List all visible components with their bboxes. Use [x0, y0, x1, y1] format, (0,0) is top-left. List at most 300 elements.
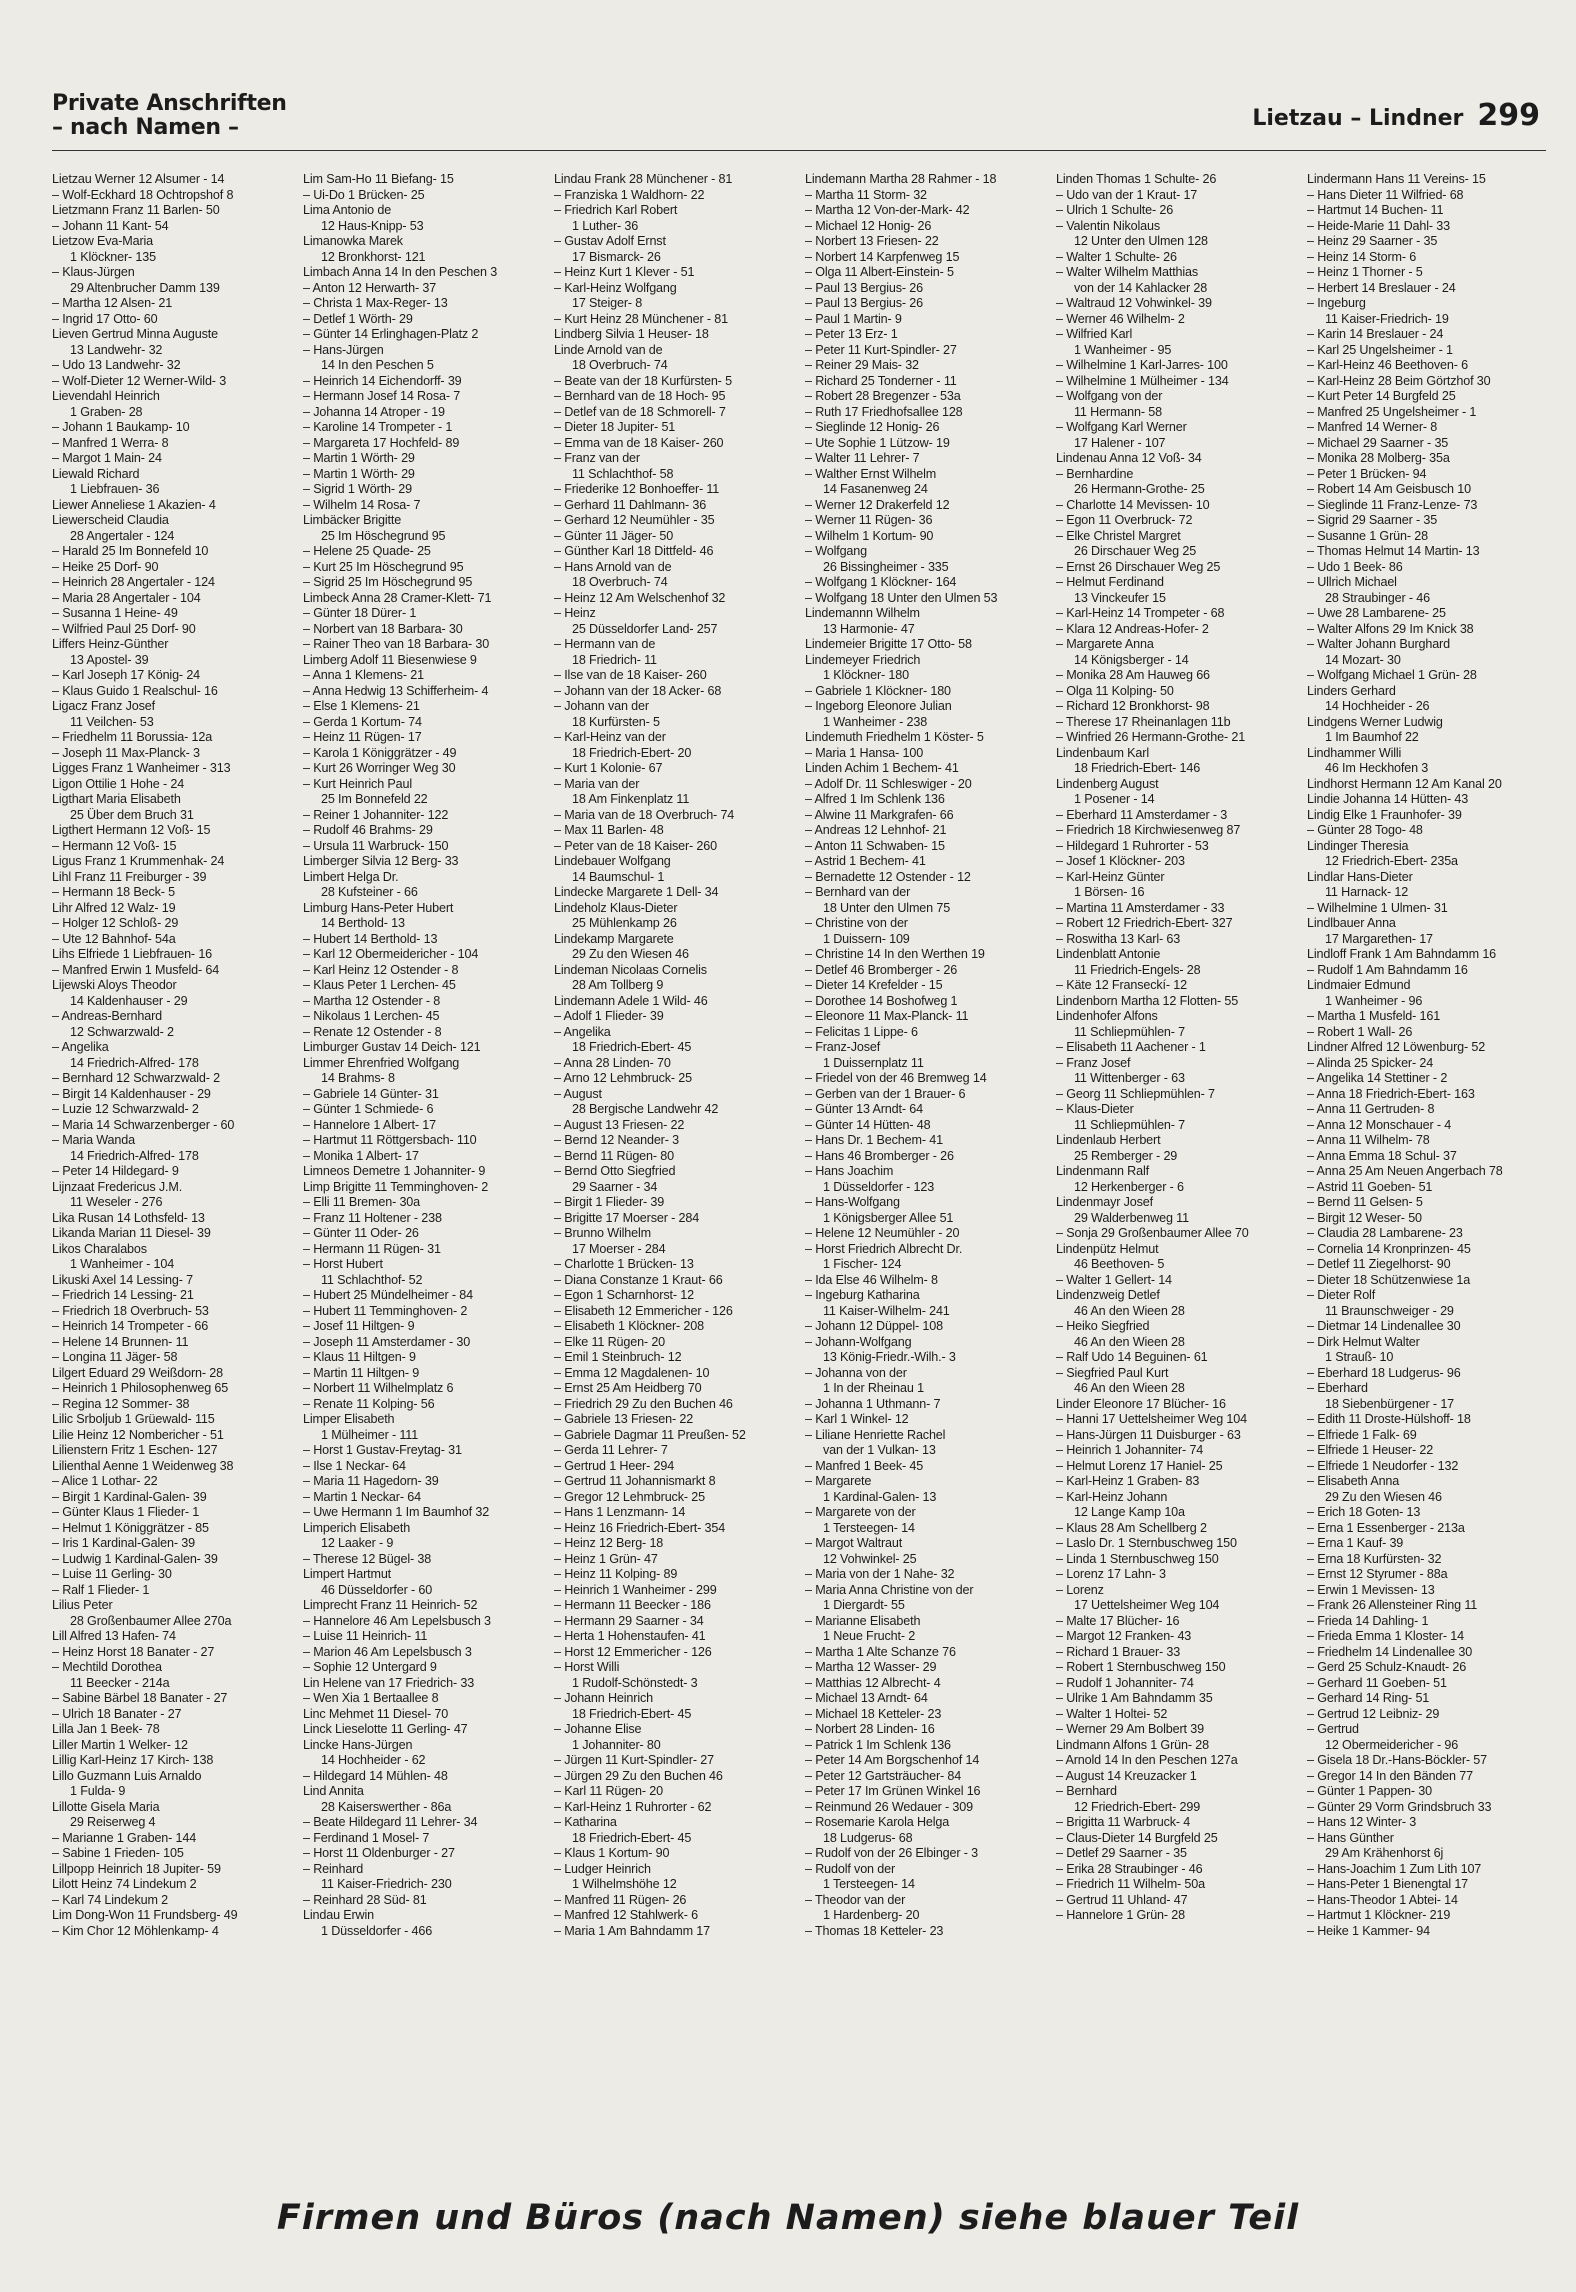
directory-entry: 18 Overbruch- 74 — [572, 358, 668, 372]
directory-entry: – Gerda 1 Kortum- 74 — [303, 714, 422, 729]
directory-entry: – Heinz 12 Am Welschenhof 32 — [554, 590, 726, 605]
directory-entry: 18 Friedrich-Ebert- 20 — [572, 745, 692, 760]
directory-entry: – Helmut Lorenz 17 Haniel- 25 — [1056, 1458, 1223, 1473]
directory-entry: – Werner 46 Wilhelm- 2 — [1056, 311, 1185, 326]
directory-entry: – Wolfgang — [805, 544, 867, 558]
directory-entry: – Friedel von der 46 Bremweg 14 — [805, 1071, 987, 1085]
directory-entry: – Christine von der — [805, 916, 908, 930]
directory-entry: 25 Mühlenkamp 26 — [572, 916, 677, 930]
directory-entry: – Klaus Guido 1 Realschul- 16 — [52, 683, 218, 698]
directory-entry: – Alice 1 Lothar- 22 — [52, 1474, 158, 1488]
directory-entry: – Günter 1 Pappen- 30 — [1307, 1784, 1432, 1798]
directory-entry: – Sigrid 25 Im Höschegrund 95 — [303, 575, 473, 589]
directory-entry: – Günter Klaus 1 Flieder- 1 — [52, 1505, 200, 1519]
directory-entry: – Ida Else 46 Wilhelm- 8 — [805, 1272, 938, 1287]
directory-entry: 1 Mülheimer - 111 — [321, 1427, 419, 1442]
directory-entry: – Günter 18 Dürer- 1 — [303, 606, 417, 620]
directory-entry: 1 Luther- 36 — [572, 218, 639, 233]
directory-entry: – Theodor van der — [805, 1892, 906, 1907]
directory-entry: – Günter 11 Oder- 26 — [303, 1226, 419, 1240]
directory-entry: – Ulrich 18 Banater - 27 — [52, 1706, 182, 1721]
directory-entry: – Margot 12 Franken- 43 — [1056, 1629, 1192, 1643]
directory-entry: – Wolfgang 1 Klöckner- 164 — [805, 575, 957, 589]
directory-entry: – Detlef 29 Saarner - 35 — [1056, 1846, 1187, 1860]
directory-entry: – Therese 12 Bügel- 38 — [303, 1551, 432, 1566]
directory-entry: – Maria 14 Schwarzenberger - 60 — [52, 1117, 235, 1132]
directory-entry: – Bernadette 12 Ostender - 12 — [805, 869, 971, 884]
directory-entry: 14 Fasanenweg 24 — [823, 482, 928, 496]
directory-entry: 29 Altenbrucher Damm 139 — [70, 280, 220, 295]
directory-entry: – Hans 1 Lenzmann- 14 — [554, 1505, 686, 1519]
directory-entry: 11 Weseler - 276 — [70, 1195, 163, 1209]
directory-entry: 13 Apostel- 39 — [70, 652, 149, 667]
directory-entry: – August — [554, 1086, 602, 1101]
directory-entry: – Cornelia 14 Kronprinzen- 45 — [1307, 1241, 1471, 1256]
directory-entry: – Heinz — [554, 606, 596, 620]
directory-entry: – Maria von der 1 Nahe- 32 — [805, 1567, 955, 1581]
directory-entry: – Hans-Jürgen — [303, 342, 384, 357]
directory-entry: Lindenblatt Antonie — [1056, 947, 1161, 961]
directory-entry: Lim Sam-Ho 11 Biefang- 15 — [303, 172, 454, 186]
directory-entry: – Rudolf 46 Brahms- 29 — [303, 823, 433, 837]
directory-entry: Limberger Silvia 12 Berg- 33 — [303, 854, 459, 868]
directory-entry: Lika Rusan 14 Lothsfeld- 13 — [52, 1210, 205, 1225]
directory-entry: – Walter Wilhelm Matthias — [1056, 265, 1199, 279]
directory-entry: – Ute 12 Bahnhof- 54a — [52, 931, 176, 946]
directory-entry: – Margot 1 Main- 24 — [52, 451, 162, 465]
directory-entry: – Bernhard van der — [805, 885, 911, 899]
directory-entry: – Heinz 16 Friedrich-Ebert- 354 — [554, 1520, 726, 1535]
directory-entry: – Richard 1 Brauer- 33 — [1056, 1644, 1181, 1659]
directory-entry: – Susanna 1 Heine- 49 — [52, 606, 178, 620]
directory-entry: – Gertrud 11 Johannismarkt 8 — [554, 1474, 716, 1488]
directory-entry: – Joseph 11 Amsterdamer - 30 — [303, 1334, 471, 1349]
directory-entry: 11 Kaiser-Friedrich- 19 — [1325, 311, 1449, 326]
directory-entry: Lietzau Werner 12 Alsumer - 14 — [52, 172, 225, 186]
directory-entry: Lindig Elke 1 Fraunhofer- 39 — [1307, 807, 1462, 822]
directory-entry: Lindloff Frank 1 Am Bahndamm 16 — [1307, 947, 1497, 961]
directory-entry: – Frieda Emma 1 Kloster- 14 — [1307, 1629, 1464, 1643]
directory-column-5 — [1056, 172, 1301, 2112]
directory-entry: – Wen Xia 1 Bertaallee 8 — [303, 1691, 439, 1705]
directory-entry: – Wolf-Dieter 12 Werner-Wild- 3 — [52, 373, 227, 388]
directory-entry: – Maria 28 Angertaler - 104 — [52, 590, 201, 605]
section-title — [52, 92, 287, 140]
directory-entry: – Anna Emma 18 Schul- 37 — [1307, 1148, 1457, 1163]
directory-column-2 — [303, 172, 548, 2112]
directory-entry: 1 Fischer- 124 — [823, 1257, 902, 1271]
directory-entry: 1 Königsberger Allee 51 — [823, 1210, 954, 1225]
directory-entry: – Ludger Heinrich — [554, 1861, 651, 1876]
directory-entry: – Horst Hubert — [303, 1257, 383, 1271]
directory-entry: 1 Wilhelmshöhe 12 — [572, 1877, 677, 1891]
directory-entry: Limbert Helga Dr. — [303, 869, 399, 884]
directory-entry: Ligthert Hermann 12 Voß- 15 — [52, 823, 211, 837]
directory-entry: Liller Martin 1 Welker- 12 — [52, 1737, 188, 1752]
directory-entry: – Detlef 11 Ziegelhorst- 90 — [1307, 1257, 1451, 1271]
directory-entry: – Ute Sophie 1 Lützow- 19 — [805, 435, 950, 450]
directory-entry: – Peter 13 Erz- 1 — [805, 327, 898, 341]
directory-entry: – Heinz Kurt 1 Klever - 51 — [554, 265, 695, 279]
directory-entry: – Laslo Dr. 1 Sternbuschweg 150 — [1056, 1536, 1237, 1550]
directory-entry: – Luzie 12 Schwarzwald- 2 — [52, 1102, 199, 1116]
directory-entry: Lilius Peter — [52, 1598, 113, 1612]
directory-entry: – Sieglinde 12 Honig- 26 — [805, 420, 940, 434]
directory-entry: – Karl Heinz 12 Ostender - 8 — [303, 962, 459, 977]
directory-entry: – Walther Ernst Wilhelm — [805, 466, 937, 481]
directory-entry: – Uwe Hermann 1 Im Baumhof 32 — [303, 1505, 490, 1519]
directory-entry: 11 Kaiser-Wilhelm- 241 — [823, 1303, 950, 1318]
directory-entry: – Birgit 14 Kaldenhauser - 29 — [52, 1086, 211, 1101]
directory-entry: – Peter 12 Gartsträucher- 84 — [805, 1768, 962, 1783]
directory-entry: – Ilse van de 18 Kaiser- 260 — [554, 668, 707, 682]
directory-entry: Limprecht Franz 11 Heinrich- 52 — [303, 1598, 478, 1612]
directory-entry: – Walter Johann Burghard — [1307, 637, 1450, 651]
directory-entry: – Luise 11 Gerling- 30 — [52, 1567, 172, 1581]
directory-entry: – Rudolf von der — [805, 1861, 896, 1876]
directory-entry: Lindekamp Margarete — [554, 931, 674, 946]
directory-entry: – Adolf 1 Flieder- 39 — [554, 1009, 664, 1023]
directory-entry: – Wilfried Paul 25 Dorf- 90 — [52, 621, 196, 636]
directory-entry: – Ulrike 1 Am Bahndamm 35 — [1056, 1691, 1213, 1705]
directory-entry: – Wilhelm 1 Kortum- 90 — [805, 528, 934, 543]
directory-entry: Lindemannn Wilhelm — [805, 606, 920, 620]
directory-entry: – Dieter 14 Krefelder - 15 — [805, 978, 943, 992]
directory-entry: – Matthias 12 Albrecht- 4 — [805, 1675, 941, 1690]
directory-entry: – Valentin Nikolaus — [1056, 218, 1161, 233]
directory-entry: – Walter 1 Gellert- 14 — [1056, 1272, 1172, 1287]
directory-entry: – Elfriede 1 Falk- 69 — [1307, 1427, 1417, 1442]
directory-entry: Lievendahl Heinrich — [52, 389, 160, 403]
directory-entry: Lindenmann Ralf — [1056, 1164, 1149, 1178]
directory-entry: – Hartmut 1 Klöckner- 219 — [1307, 1908, 1451, 1922]
directory-entry: – Hubert 14 Berthold- 13 — [303, 931, 438, 946]
directory-entry: – Heike 25 Dorf- 90 — [52, 559, 159, 574]
directory-entry: – Thomas 18 Ketteler- 23 — [805, 1923, 944, 1938]
directory-entry: – Manfred 25 Ungelsheimer - 1 — [1307, 404, 1477, 419]
directory-entry: – Elke 11 Rügen- 20 — [554, 1334, 666, 1349]
directory-entry: – Mechtild Dorothea — [52, 1660, 162, 1674]
directory-entry: – Dieter 18 Schützenwiese 1a — [1307, 1272, 1471, 1287]
directory-entry: 1 Liebfrauen- 36 — [70, 482, 160, 496]
directory-entry: Lihl Franz 11 Freiburger - 39 — [52, 869, 207, 884]
directory-entry: – Hermann 11 Beecker - 186 — [554, 1598, 711, 1612]
directory-entry: – Franz 11 Holtener - 238 — [303, 1210, 442, 1225]
directory-entry: 18 Friedrich- 11 — [572, 652, 657, 667]
directory-entry: – Martha 12 Alsen- 21 — [52, 296, 173, 310]
directory-entry: – Detlef van de 18 Schmorell- 7 — [554, 404, 726, 419]
directory-entry: – Johann 11 Kant- 54 — [52, 218, 169, 233]
directory-entry: – Maria Wanda — [52, 1133, 135, 1147]
directory-entry: – Diana Constanze 1 Kraut- 66 — [554, 1272, 723, 1287]
directory-entry: – Karl 12 Obermeidericher - 104 — [303, 947, 479, 961]
directory-entry: – Johanna 14 Atroper - 19 — [303, 404, 445, 419]
directory-entry: 28 Am Tollberg 9 — [572, 978, 664, 992]
directory-entry: – Martin 1 Wörth- 29 — [303, 466, 415, 481]
directory-entry: – Gerhard 11 Goeben- 51 — [1307, 1675, 1447, 1690]
directory-entry: 12 Friedrich-Ebert- 299 — [1074, 1799, 1201, 1814]
directory-entry: – Bernd 11 Gelsen- 5 — [1307, 1195, 1423, 1209]
directory-entry: – Gabriele 1 Klöckner- 180 — [805, 683, 951, 698]
directory-entry: – Hannelore 1 Albert- 17 — [303, 1117, 436, 1132]
directory-entry: – Marianne Elisabeth — [805, 1613, 921, 1628]
directory-entry: – Helene 14 Brunnen- 11 — [52, 1334, 189, 1349]
directory-entry: – Malte 17 Blücher- 16 — [1056, 1613, 1180, 1628]
directory-column-4 — [805, 172, 1050, 2112]
directory-entry: – Hartmut 11 Röttgersbach- 110 — [303, 1133, 477, 1147]
directory-entry: – Hans-Jürgen 11 Duisburger - 63 — [1056, 1427, 1241, 1442]
directory-entry: – Renate 12 Ostender - 8 — [303, 1024, 442, 1039]
directory-entry: Limberg Adolf 11 Biesenwiese 9 — [303, 652, 477, 667]
directory-entry: 11 Wittenberger - 63 — [1074, 1071, 1185, 1085]
directory-entry: – Karl-Heinz 14 Trompeter - 68 — [1056, 606, 1225, 620]
directory-entry: Lietzow Eva-Maria — [52, 234, 154, 248]
directory-entry: – Friedrich 29 Zu den Buchen 46 — [554, 1396, 733, 1411]
directory-entry: – Gertrud 1 Heer- 294 — [554, 1458, 675, 1473]
directory-entry: – Karl-Heinz 28 Beim Görtzhof 30 — [1307, 373, 1491, 388]
directory-entry: Lindenberg August — [1056, 776, 1159, 791]
directory-entry: – Regina 12 Sommer- 38 — [52, 1396, 190, 1411]
directory-entry: Linden Thomas 1 Schulte- 26 — [1056, 172, 1217, 186]
directory-entry: – Erna 1 Kauf- 39 — [1307, 1536, 1404, 1550]
directory-entry: 18 Friedrich-Ebert- 45 — [572, 1830, 692, 1845]
directory-entry: – Heinz 14 Storm- 6 — [1307, 249, 1417, 264]
directory-entry: 18 Siebenbürgener - 17 — [1325, 1396, 1455, 1411]
directory-entry: 11 Friedrich-Engels- 28 — [1074, 962, 1201, 977]
directory-entry: – Sigrid 29 Saarner - 35 — [1307, 513, 1438, 527]
directory-entry: 29 Walderbenweg 11 — [1074, 1210, 1189, 1225]
directory-entry: – Reinhard 28 Süd- 81 — [303, 1892, 427, 1907]
directory-entry: – Ferdinand 1 Mosel- 7 — [303, 1830, 430, 1845]
directory-entry: – Maria 11 Hagedorn- 39 — [303, 1474, 439, 1488]
directory-entry: 1 Posener - 14 — [1074, 792, 1155, 806]
directory-entry: – Johann Heinrich — [554, 1691, 653, 1705]
directory-entry: – Norbert 13 Friesen- 22 — [805, 234, 939, 248]
directory-entry: 28 Straubinger - 46 — [1325, 590, 1430, 605]
directory-entry: – Klaus Peter 1 Lerchen- 45 — [303, 978, 456, 992]
directory-entry: van der 1 Vulkan- 13 — [823, 1443, 936, 1457]
directory-entry: – Martha 12 Ostender - 8 — [303, 993, 441, 1008]
directory-entry: Liewerscheid Claudia — [52, 513, 169, 527]
directory-entry: – Johann van der 18 Acker- 68 — [554, 683, 722, 698]
directory-entry: – Wilhelmine 1 Ulmen- 31 — [1307, 900, 1448, 915]
directory-entry: 1 Diergardt- 55 — [823, 1598, 905, 1612]
directory-entry: 18 Kurfürsten- 5 — [572, 714, 660, 729]
directory-entry: – Heinz 1 Grün- 47 — [554, 1551, 658, 1566]
directory-entry: – Hannelore 1 Grün- 28 — [1056, 1908, 1186, 1922]
directory-entry: – Olga 11 Kolping- 50 — [1056, 683, 1174, 698]
directory-entry: – Emma van de 18 Kaiser- 260 — [554, 435, 724, 450]
directory-entry: – Sigrid 1 Wörth- 29 — [303, 482, 412, 496]
directory-entry: 1 Hardenberg- 20 — [823, 1908, 920, 1922]
directory-entry: 13 Landwehr- 32 — [70, 342, 163, 357]
directory-entry: – Johanna 1 Uthmann- 7 — [805, 1396, 941, 1411]
directory-entry: Lindenlaub Herbert — [1056, 1133, 1161, 1147]
directory-entry: Ligges Franz 1 Wanheimer - 313 — [52, 761, 231, 775]
directory-entry: – August 13 Friesen- 22 — [554, 1117, 685, 1132]
directory-entry: – Detlef 1 Wörth- 29 — [303, 311, 413, 326]
directory-entry: Linder Eleonore 17 Blücher- 16 — [1056, 1396, 1226, 1411]
directory-entry: – Richard 12 Bronkhorst- 98 — [1056, 699, 1210, 713]
directory-entry: – Karl-Heinz 46 Beethoven- 6 — [1307, 358, 1469, 372]
directory-entry: – Gisela 18 Dr.-Hans-Böckler- 57 — [1307, 1753, 1487, 1767]
directory-entry: – Heinrich 1 Philosophenweg 65 — [52, 1381, 229, 1395]
directory-entry: – Sabine Bärbel 18 Banater - 27 — [52, 1691, 228, 1705]
directory-entry: – Astrid 11 Goeben- 51 — [1307, 1179, 1433, 1194]
directory-entry: 11 Schlachthof- 52 — [321, 1272, 423, 1287]
directory-entry: Likos Charalabos — [52, 1241, 147, 1256]
directory-entry: 17 Halener - 107 — [1074, 435, 1166, 450]
directory-entry: – Waltraud 12 Vohwinkel- 39 — [1056, 296, 1212, 310]
directory-entry: 46 Im Heckhofen 3 — [1325, 761, 1429, 775]
directory-entry: – Claudia 28 Lambarene- 23 — [1307, 1226, 1463, 1240]
directory-entry: – Christa 1 Max-Reger- 13 — [303, 296, 448, 310]
directory-entry: – Werner 29 Am Bolbert 39 — [1056, 1722, 1204, 1736]
directory-entry: – Günter 13 Arndt- 64 — [805, 1102, 923, 1116]
directory-entry: – Wolfgang Karl Werner — [1056, 420, 1187, 434]
directory-entry: 1 Klöckner- 180 — [823, 668, 909, 682]
directory-entry: – Margot Waltraut — [805, 1536, 903, 1550]
directory-entry: – Franz van der — [554, 451, 640, 465]
directory-entry: 11 Braunschweiger - 29 — [1325, 1303, 1454, 1318]
directory-entry: – Walter Alfons 29 Im Knick 38 — [1307, 621, 1474, 636]
directory-entry: – Birgit 1 Kardinal-Galen- 39 — [52, 1489, 207, 1504]
directory-entry: – Eberhard 11 Amsterdamer - 3 — [1056, 807, 1228, 822]
directory-entry: – Günter 14 Erlinghagen-Platz 2 — [303, 327, 479, 341]
directory-entry: Lilla Jan 1 Beek- 78 — [52, 1722, 160, 1736]
directory-entry: – Kim Chor 12 Möhlenkamp- 4 — [52, 1923, 219, 1938]
directory-entry: 14 In den Peschen 5 — [321, 358, 434, 372]
directory-entry: – Erwin 1 Mevissen- 13 — [1307, 1582, 1435, 1597]
directory-entry: 18 Ludgerus- 68 — [823, 1830, 913, 1845]
directory-entry: – Michael 29 Saarner - 35 — [1307, 435, 1449, 450]
directory-entry: – Siegfried Paul Kurt — [1056, 1365, 1169, 1380]
directory-entry: – Bernd Otto Siegfried — [554, 1164, 676, 1178]
directory-entry: 11 Harnack- 12 — [1325, 885, 1409, 899]
directory-entry: Ligon Ottilie 1 Hohe - 24 — [52, 776, 185, 791]
directory-entry: – Heinz 29 Saarner - 35 — [1307, 234, 1438, 248]
directory-entry: 1 Börsen- 16 — [1074, 885, 1145, 899]
page-number: 299 — [1477, 98, 1540, 133]
directory-entry: Ligacz Franz Josef — [52, 699, 155, 713]
directory-entry: – Maria Anna Christine von der — [805, 1582, 974, 1597]
directory-entry: Lindhammer Willi — [1307, 745, 1402, 760]
directory-entry: – Hans Joachim — [805, 1164, 894, 1178]
directory-entry: – Hans-Peter 1 Bienengtal 17 — [1307, 1877, 1469, 1891]
directory-entry: – Martin 1 Wörth- 29 — [303, 451, 415, 465]
directory-entry: – Heinz 11 Rügen- 17 — [303, 730, 422, 744]
directory-entry: – Käte 12 Franseckí- 12 — [1056, 978, 1187, 992]
directory-entry: – Arno 12 Lehmbruck- 25 — [554, 1071, 692, 1085]
directory-entry: 29 Am Krähenhorst 6j — [1325, 1846, 1444, 1860]
directory-entry: Lindgens Werner Ludwig — [1307, 714, 1443, 729]
directory-entry: – Felicitas 1 Lippe- 6 — [805, 1024, 918, 1039]
directory-entry: – Monika 1 Albert- 17 — [303, 1148, 419, 1163]
directory-entry: – Friedrich Karl Robert — [554, 203, 678, 217]
directory-entry: Lieven Gertrud Minna Auguste — [52, 327, 218, 341]
directory-entry: – Dorothee 14 Boshofweg 1 — [805, 993, 958, 1008]
directory-entry: Lindenborn Martha 12 Flotten- 55 — [1056, 993, 1239, 1008]
directory-entry: – Holger 12 Schloß- 29 — [52, 916, 179, 930]
directory-entry: von der 14 Kahlacker 28 — [1074, 280, 1208, 295]
directory-entry: Lindenau Anna 12 Voß- 34 — [1056, 451, 1202, 465]
directory-entry: 18 Unter den Ulmen 75 — [823, 900, 951, 915]
directory-entry: – Norbert 28 Linden- 16 — [805, 1722, 935, 1736]
directory-entry: – Karola 1 Königgrätzer - 49 — [303, 745, 457, 760]
directory-entry: – Horst Friedrich Albrecht Dr. — [805, 1241, 963, 1256]
directory-entry: – Hans Dr. 1 Bechem- 41 — [805, 1133, 943, 1147]
directory-entry: – Gerhard 12 Neumühler - 35 — [554, 513, 715, 527]
directory-entry: – Helene 25 Quade- 25 — [303, 544, 431, 558]
directory-entry: Limburg Hans-Peter Hubert — [303, 900, 454, 915]
directory-entry: – Elfriede 1 Heuser- 22 — [1307, 1443, 1434, 1457]
directory-entry: – Brigitta 11 Warbruck- 4 — [1056, 1815, 1191, 1829]
directory-entry: 14 Friedrich-Alfred- 178 — [70, 1055, 199, 1070]
directory-entry: – Kurt Peter 14 Burgfeld 25 — [1307, 389, 1456, 403]
directory-entry: – Heinz Horst 18 Banater - 27 — [52, 1644, 215, 1659]
directory-entry: – Horst 1 Gustav-Freytag- 31 — [303, 1443, 462, 1457]
directory-entry: – Michael 12 Honig- 26 — [805, 218, 932, 233]
directory-entry: – August 14 Kreuzacker 1 — [1056, 1768, 1197, 1783]
directory-entry: 18 Overbruch- 74 — [572, 575, 668, 589]
section-title-line1: Private Anschriften — [52, 91, 287, 116]
directory-entry: – Günter 28 Togo- 48 — [1307, 823, 1423, 837]
directory-entry: 1 Strauß- 10 — [1325, 1350, 1394, 1364]
directory-entry: – Ralf Udo 14 Beguinen- 61 — [1056, 1350, 1208, 1364]
directory-entry: – Wolfgang von der — [1056, 389, 1163, 403]
directory-entry: – Wolfgang Michael 1 Grün- 28 — [1307, 668, 1477, 682]
directory-entry: 1 In der Rheinau 1 — [823, 1381, 924, 1395]
directory-entry: – Ernst 12 Styrumer - 88a — [1307, 1567, 1448, 1581]
directory-entry: 17 Steiger- 8 — [572, 296, 643, 310]
directory-entry: – Hans 46 Bromberger - 26 — [805, 1148, 954, 1163]
directory-entry: – Ingrid 17 Otto- 60 — [52, 311, 158, 326]
directory-entry: 1 Neue Frucht- 2 — [823, 1629, 916, 1643]
directory-entry: – Sonja 29 Großenbaumer Allee 70 — [1056, 1226, 1249, 1240]
directory-entry: – Karl Joseph 17 König- 24 — [52, 668, 201, 682]
directory-entry: – Günther Karl 18 Dittfeld- 46 — [554, 544, 714, 558]
directory-entry: – Anna 12 Monschauer - 4 — [1307, 1117, 1452, 1132]
directory-entry: – Martha 12 Von-der-Mark- 42 — [805, 203, 970, 217]
directory-entry: Ligthart Maria Elisabeth — [52, 792, 181, 806]
directory-entry: 1 Kardinal-Galen- 13 — [823, 1489, 937, 1504]
footer-note: Firmen und Büros (nach Namen) siehe blauer Teil — [276, 2198, 1300, 2238]
directory-entry: – Klaus 11 Hiltgen- 9 — [303, 1350, 416, 1364]
directory-entry: – Klaus-Jürgen — [52, 265, 135, 279]
directory-entry: – Marion 46 Am Lepelsbusch 3 — [303, 1644, 472, 1659]
directory-entry: 12 Schwarzwald- 2 — [70, 1024, 174, 1039]
directory-entry: – Horst Willi — [554, 1660, 620, 1674]
directory-entry: – Wolf-Eckhard 18 Ochtropshof 8 — [52, 187, 234, 202]
directory-entry: – Elisabeth 11 Aachener - 1 — [1056, 1040, 1206, 1054]
directory-entry: Linden Achim 1 Bechem- 41 — [805, 761, 959, 775]
directory-entry: – Therese 17 Rheinanlagen 11b — [1056, 714, 1231, 729]
directory-entry: – Frank 26 Allensteiner Ring 11 — [1307, 1598, 1478, 1612]
directory-entry: Lindlbauer Anna — [1307, 916, 1396, 930]
directory-entry: Ligus Franz 1 Krummenhak- 24 — [52, 854, 225, 868]
directory-entry: – Erich 18 Goten- 13 — [1307, 1505, 1421, 1519]
directory-entry: – Martin 1 Neckar- 64 — [303, 1489, 421, 1504]
directory-entry: – Heinz 11 Kolping- 89 — [554, 1567, 678, 1581]
directory-entry: – Heinz 1 Thorner - 5 — [1307, 265, 1423, 279]
directory-entry: – Georg 11 Schliepmühlen- 7 — [1056, 1086, 1215, 1101]
directory-entry: Limbäcker Brigitte — [303, 513, 402, 527]
directory-entry: – Hildegard 14 Mühlen- 48 — [303, 1768, 448, 1783]
directory-entry: – Manfred 1 Werra- 8 — [52, 435, 169, 450]
directory-entry: 18 Friedrich-Ebert- 45 — [572, 1706, 692, 1721]
directory-entry: – Wilhelmine 1 Karl-Jarres- 100 — [1056, 358, 1228, 372]
directory-entry: 26 Dirschauer Weg 25 — [1074, 544, 1197, 558]
